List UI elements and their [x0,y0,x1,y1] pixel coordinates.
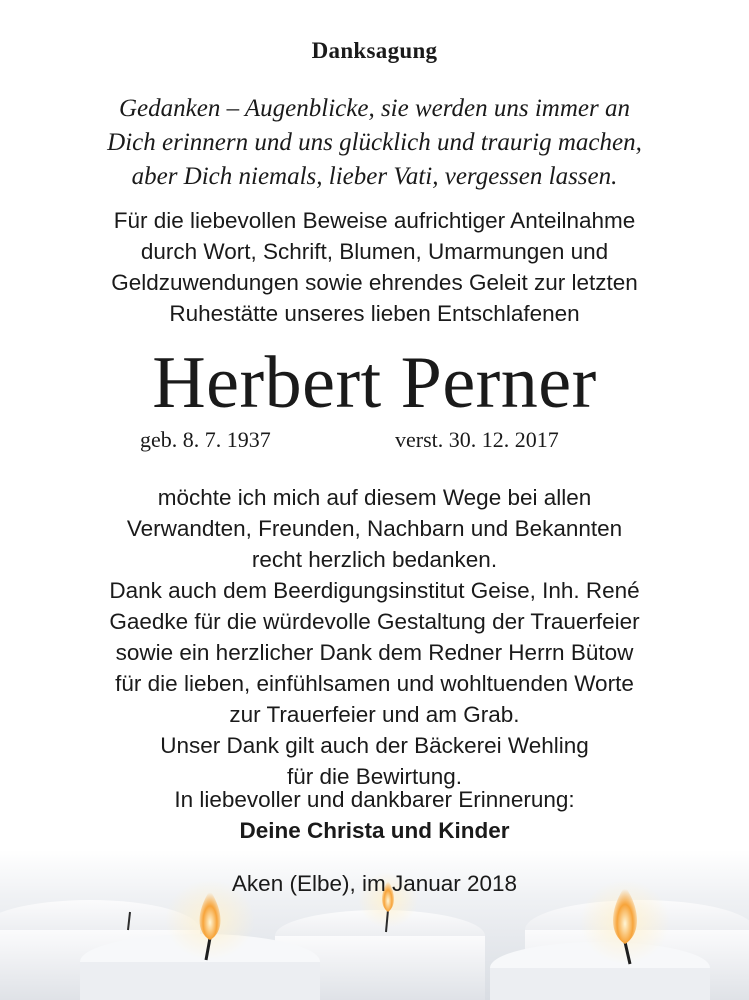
intro-line: durch Wort, Schrift, Blumen, Umarmungen und [140,239,609,264]
poem-line: aber Dich niemals, lieber Vati, vergessen lassen. [131,163,618,190]
intro-line: Für die liebevollen Beweise aufrichtiger Anteilnahme [113,208,636,233]
poem-line: Gedanken – Augenblicke, sie werden uns immer an [119,95,630,122]
thanks-text [0,482,749,792]
place-date: Aken (Elbe), im Januar 2018 [231,871,518,896]
deceased-name: Herbert Perner [152,342,597,424]
heading: Danksagung [311,38,438,63]
closing-block [0,784,749,846]
death-date: verst. 30. 12. 2017 [395,427,559,452]
intro-line: Ruhestätte unseres lieben Entschlafenen [169,301,580,326]
thanks-line: recht herzlich bedanken. [251,547,498,572]
intro-line: Geldzuwendungen sowie ehrendes Geleit zur letzten [111,270,638,295]
poem [0,92,749,194]
thanks-line: Verwandten, Freunden, Nachbarn und Bekannten [126,516,623,541]
thanks-line: sowie ein herzlicher Dank dem Redner Herrn Bütow [115,640,634,665]
poem-line: Dich erinnern und uns glücklich und traurig machen, [107,129,642,156]
thanks-line: für die lieben, einfühlsamen und wohltuenden Worte [115,671,634,696]
thanks-line: zur Trauerfeier und am Grab. [229,702,520,727]
thanks-line: Dank auch dem Beerdigungsinstitut Geise, Inh. René [109,578,640,603]
thanks-line: Gaedke für die würdevolle Gestaltung der Trauerfeier [109,609,640,634]
signature: Deine Christa und Kinder [239,818,510,843]
closing-line: In liebevoller und dankbarer Erinnerung: [174,787,575,812]
thanks-line: möchte ich mich auf diesem Wege bei allen [157,485,592,510]
intro-text [0,205,749,329]
birth-date: geb. 8. 7. 1937 [140,427,271,452]
thanks-line: für die Bewirtung. [286,764,463,789]
thanks-line: Unser Dank gilt auch der Bäckerei Wehling [160,733,589,758]
